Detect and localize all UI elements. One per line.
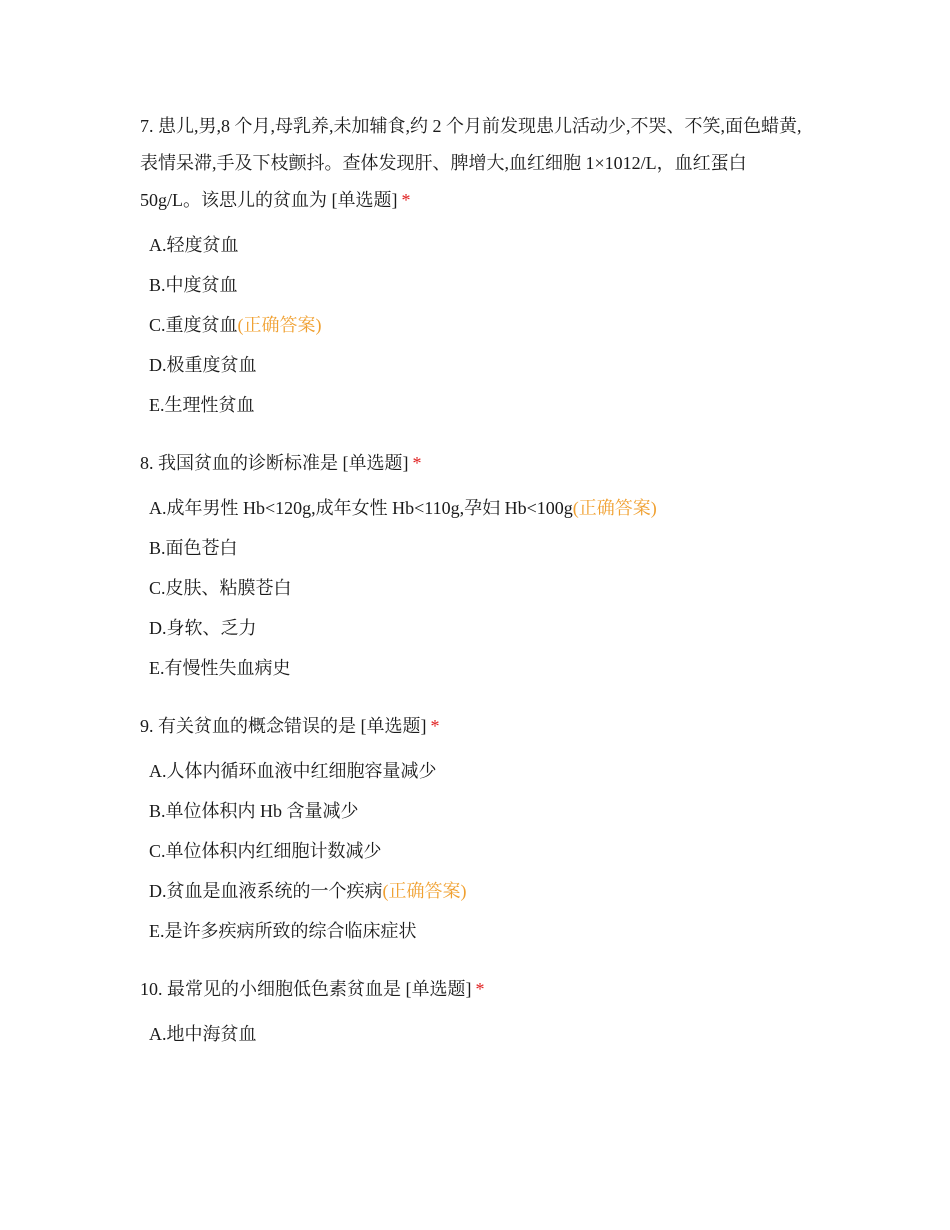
option-label: D.极重度贫血: [149, 355, 257, 375]
option-a[interactable]: [149, 1014, 810, 1054]
option-e[interactable]: [149, 911, 810, 951]
required-star: *: [430, 716, 440, 736]
option-e[interactable]: [149, 648, 810, 688]
option-b[interactable]: [149, 265, 810, 305]
option-label: C.单位体积内红细胞计数减少: [149, 841, 382, 861]
question-10: [140, 971, 810, 1054]
option-list: [140, 488, 810, 688]
option-e[interactable]: [149, 385, 810, 425]
option-label: D.身软、乏力: [149, 618, 257, 638]
option-b[interactable]: [149, 528, 810, 568]
option-d[interactable]: [149, 871, 810, 911]
question-9: [140, 708, 810, 951]
option-label: C.皮肤、粘膜苍白: [149, 578, 292, 598]
option-label: A.成年男性 Hb<120g,成年女性 Hb<110g,孕妇 Hb<100g: [149, 498, 573, 518]
option-a[interactable]: [149, 751, 810, 791]
option-c[interactable]: [149, 831, 810, 871]
question-text: 9. 有关贫血的概念错误的是 [单选题]: [140, 716, 427, 736]
question-text: 7. 患儿,男,8 个月,母乳养,未加辅食,约 2 个月前发现患儿活动少,不哭、不笑,面色蜡黄,表情呆滞,手及下枝颤抖。查体发现肝、脾增大,血红细胞 1×1012/L，血红蛋白 50g/L。该思儿的贫血为 [单选题]: [140, 116, 802, 210]
question-stem: [140, 445, 810, 482]
option-label: E.生理性贫血: [149, 395, 255, 415]
question-8: [140, 445, 810, 688]
option-label: D.贫血是血液系统的一个疾病: [149, 881, 383, 901]
correct-answer-tag: (正确答案): [382, 881, 467, 901]
required-star: *: [475, 979, 485, 999]
option-list: [140, 225, 810, 425]
option-label: A.轻度贫血: [149, 235, 239, 255]
option-a[interactable]: [149, 488, 810, 528]
question-text: 8. 我国贫血的诊断标准是 [单选题]: [140, 453, 409, 473]
correct-answer-tag: (正确答案): [237, 315, 322, 335]
correct-answer-tag: (正确答案): [572, 498, 657, 518]
option-c[interactable]: [149, 568, 810, 608]
option-label: A.人体内循环血液中红细胞容量减少: [149, 761, 437, 781]
option-d[interactable]: [149, 608, 810, 648]
question-7: [140, 108, 810, 425]
option-label: B.单位体积内 Hb 含量减少: [149, 801, 359, 821]
option-list: [140, 751, 810, 951]
option-b[interactable]: [149, 791, 810, 831]
option-label: C.重度贫血: [149, 315, 238, 335]
option-label: A.地中海贫血: [149, 1024, 257, 1044]
option-list: [140, 1014, 810, 1054]
option-label: E.是许多疾病所致的综合临床症状: [149, 921, 417, 941]
option-d[interactable]: [149, 345, 810, 385]
option-c[interactable]: [149, 305, 810, 345]
question-stem: [140, 708, 810, 745]
required-star: *: [401, 190, 411, 210]
document-page: [140, 108, 810, 1074]
option-label: B.面色苍白: [149, 538, 238, 558]
question-stem: [140, 971, 810, 1008]
option-label: E.有慢性失血病史: [149, 658, 291, 678]
option-label: B.中度贫血: [149, 275, 238, 295]
question-text: 10. 最常见的小细胞低色素贫血是 [单选题]: [140, 979, 472, 999]
required-star: *: [412, 453, 422, 473]
question-stem: [140, 108, 810, 219]
option-a[interactable]: [149, 225, 810, 265]
